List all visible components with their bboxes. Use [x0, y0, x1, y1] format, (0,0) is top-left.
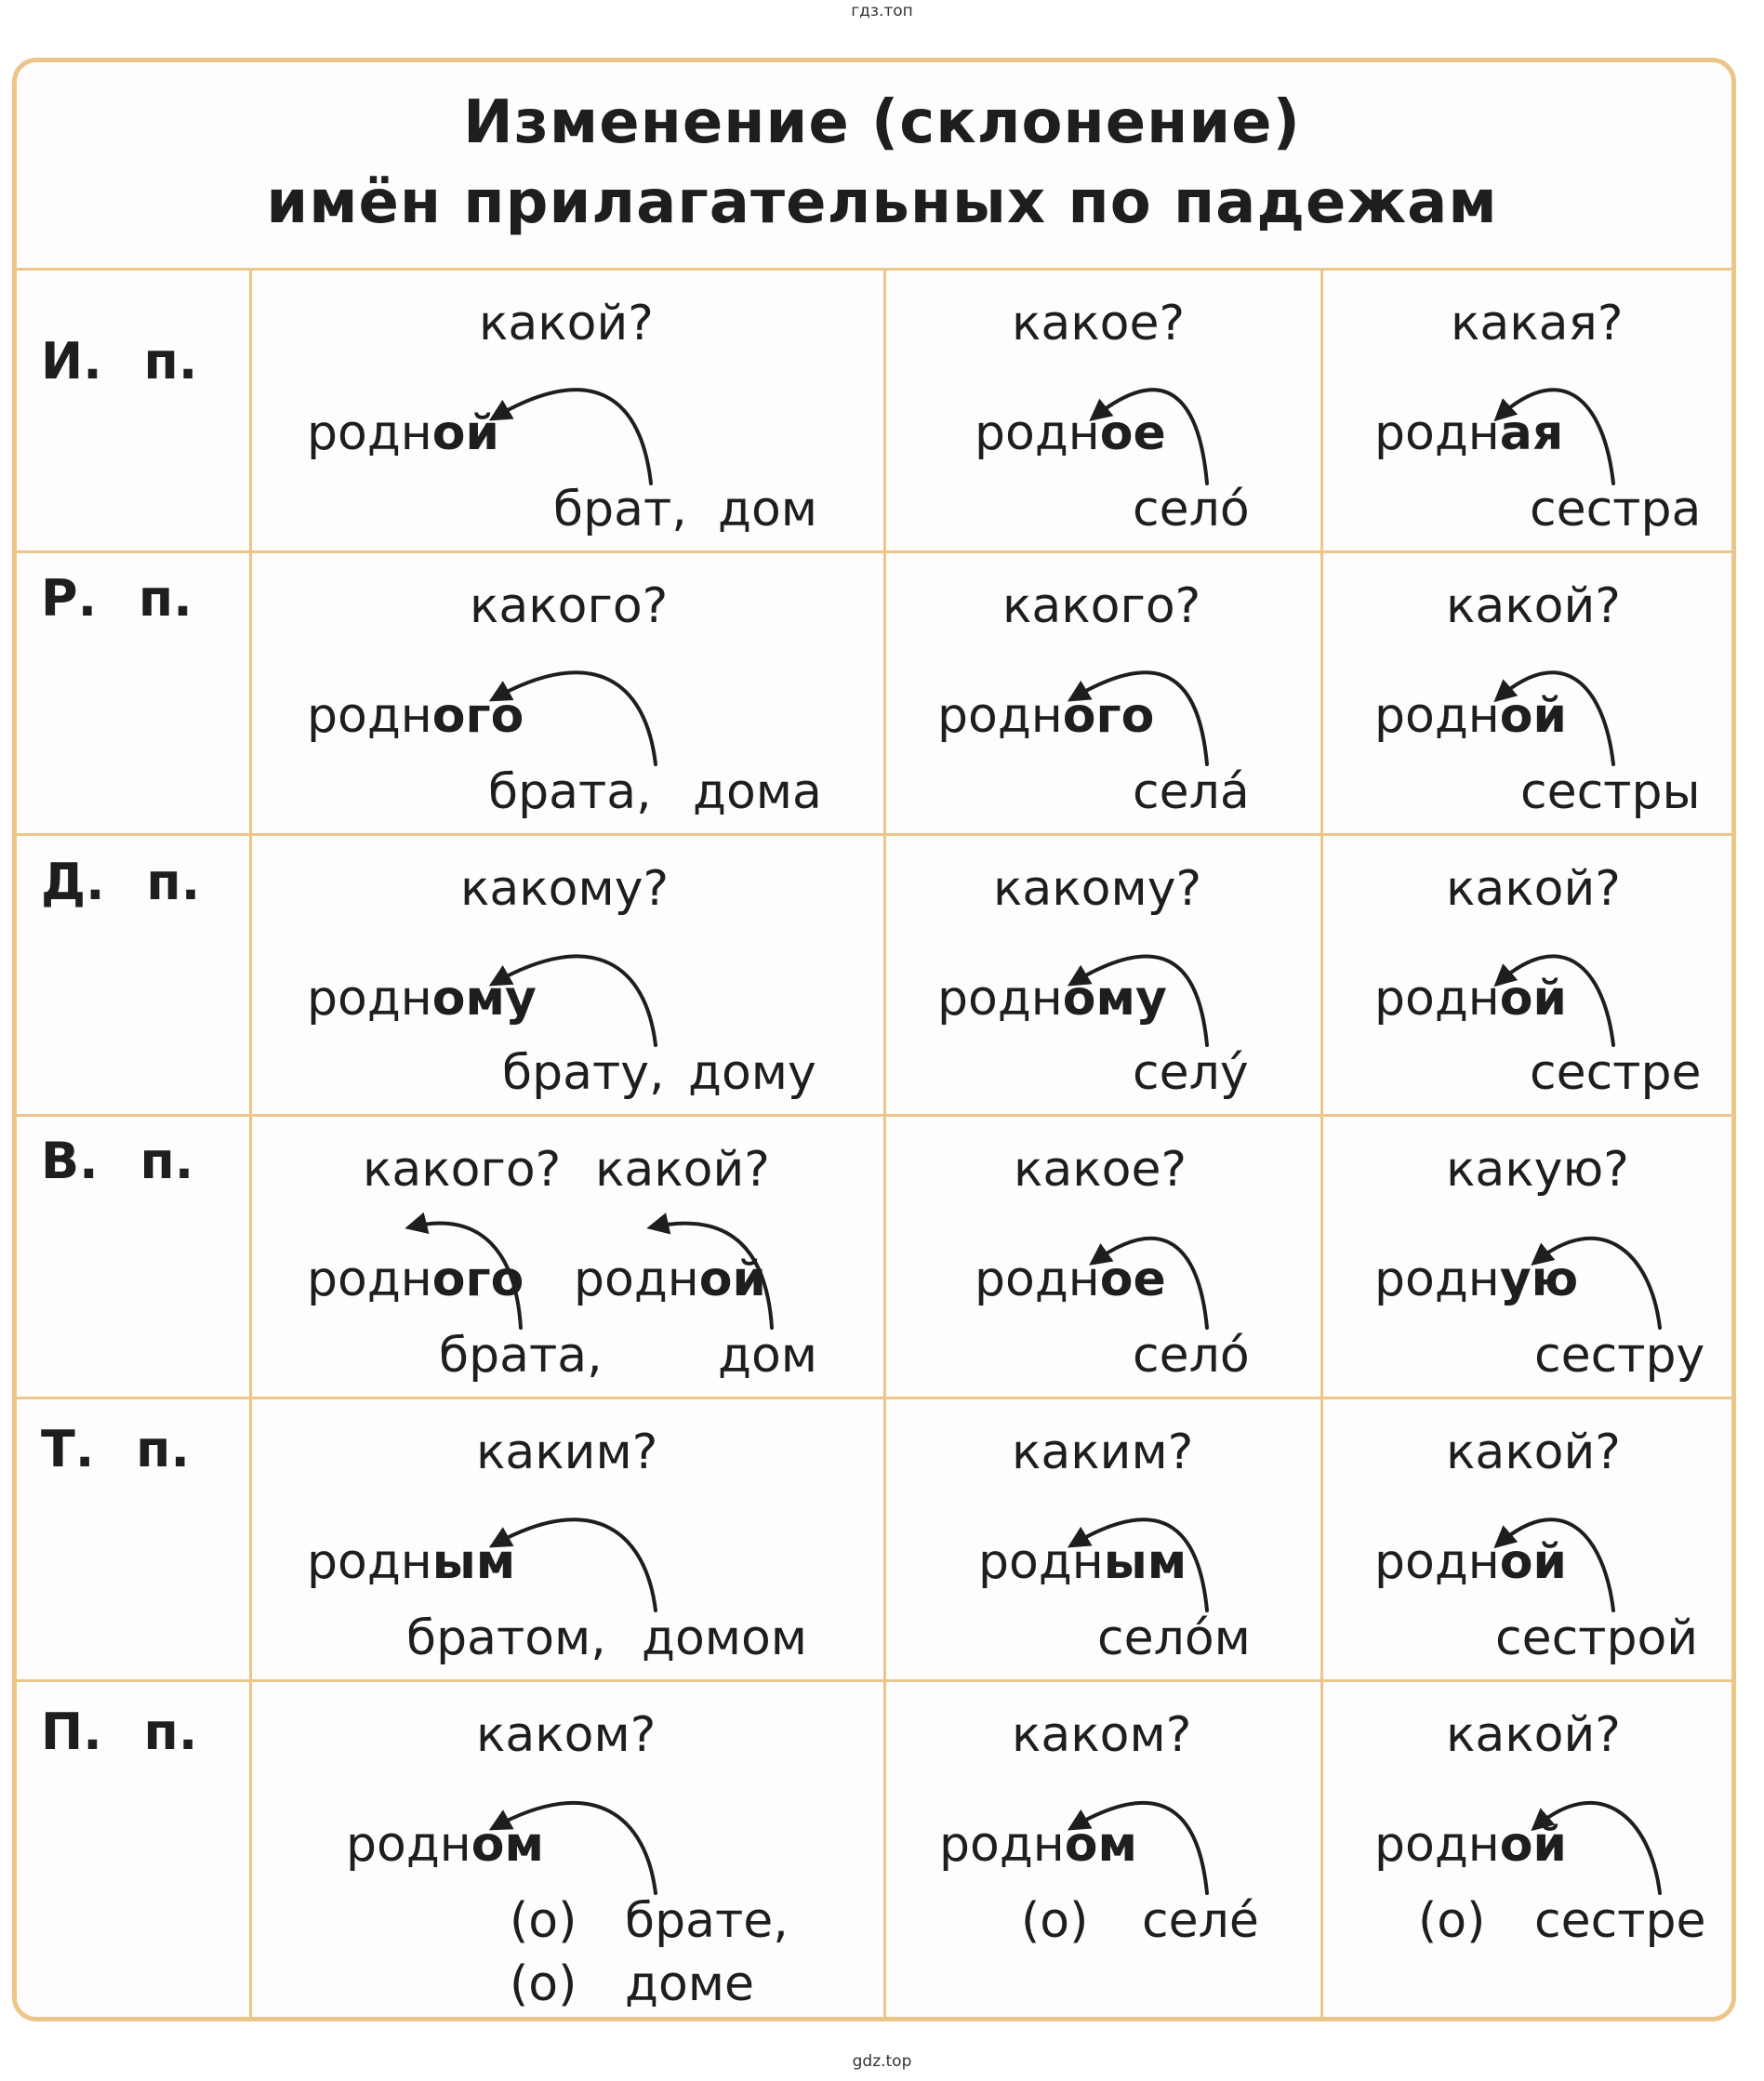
watermark-top: гдз.топ [851, 2, 913, 20]
question-masc-inanimate: какой? [595, 1142, 770, 1198]
row-divider [12, 550, 1736, 553]
question-fem: какой? [1446, 578, 1621, 634]
noun-neut: село́ [1133, 1328, 1250, 1384]
noun-masc-2: дом [718, 1328, 817, 1384]
question-neut: какое? [1012, 296, 1186, 351]
adjective-masc-animate: родного [307, 1252, 524, 1307]
question-masc: какого? [470, 578, 669, 634]
adjective-masc: родным [307, 1534, 516, 1590]
adjective-masc: родного [307, 688, 524, 744]
noun-fem: сестру [1534, 1328, 1705, 1384]
adjective-neut: родное [975, 405, 1166, 461]
adjective-masc-inanimate: родной [574, 1252, 766, 1307]
noun-masc-1: брате, [625, 1893, 789, 1949]
noun-fem: сестрой [1495, 1610, 1699, 1666]
noun-masc-2: доме [625, 1956, 754, 2012]
question-neut: каким? [1012, 1425, 1194, 1480]
noun-masc-1: брат, [553, 482, 687, 537]
question-fem: какой? [1446, 1707, 1621, 1763]
case-label-dative: Д. п. [41, 853, 201, 911]
question-neut: какому? [993, 861, 1202, 917]
case-label-accusative: В. п. [41, 1132, 194, 1190]
noun-masc-2: дома [693, 764, 822, 820]
adjective-fem: родной [1374, 688, 1567, 744]
question-masc: какому? [460, 861, 670, 917]
row-divider [12, 1114, 1736, 1117]
title-line-2: имён прилагательных по падежам [266, 168, 1498, 237]
noun-masc-1: братом, [406, 1610, 606, 1666]
preposition-masc-2: (о) [510, 1956, 577, 2012]
noun-masc-1: брата, [439, 1328, 603, 1384]
adjective-fem: родной [1374, 1534, 1567, 1590]
watermark-bottom: gdz.top [852, 2052, 912, 2071]
noun-neut: села́ [1133, 764, 1250, 820]
row-divider [12, 268, 1736, 271]
question-masc: каком? [476, 1707, 657, 1763]
column-divider [1320, 268, 1323, 2019]
question-neut: каком? [1012, 1707, 1192, 1763]
column-divider [249, 268, 252, 2019]
adjective-neut: родного [937, 688, 1155, 744]
case-label-nominative: И. п. [41, 332, 198, 391]
noun-neut: село́м [1097, 1610, 1251, 1666]
preposition-neut: (о) [1021, 1893, 1089, 1949]
case-label-genitive: Р. п. [41, 569, 192, 628]
question-fem: какую? [1446, 1142, 1629, 1198]
row-divider [12, 1679, 1736, 1682]
row-divider [12, 833, 1736, 836]
noun-neut: селе́ [1142, 1893, 1259, 1949]
adjective-neut: родному [937, 971, 1167, 1027]
noun-neut: селу́ [1133, 1045, 1249, 1101]
question-neut: какого? [1002, 578, 1201, 634]
noun-fem: сестре [1530, 1045, 1702, 1101]
question-neut: какое? [1014, 1142, 1187, 1198]
adjective-fem: родную [1374, 1252, 1579, 1307]
noun-masc-1: брата, [488, 764, 652, 820]
noun-masc-1: брату, [502, 1045, 665, 1101]
question-masc-animate: какого? [363, 1142, 562, 1198]
question-fem: какой? [1446, 861, 1621, 917]
noun-fem: сестре [1534, 1893, 1706, 1949]
row-divider [12, 1397, 1736, 1399]
adjective-masc: родному [307, 971, 537, 1027]
adjective-fem: родной [1374, 1817, 1567, 1873]
noun-masc-2: дом [718, 482, 817, 537]
adjective-fem: родная [1374, 405, 1564, 461]
adjective-fem: родной [1374, 971, 1567, 1027]
preposition-masc-1: (о) [510, 1893, 577, 1949]
question-masc: какой? [479, 296, 654, 351]
case-label-prepositional: П. п. [41, 1703, 198, 1761]
adjective-neut: родным [978, 1534, 1187, 1590]
title-line-1: Изменение (склонение) [463, 88, 1301, 157]
question-fem: какая? [1451, 296, 1624, 351]
noun-neut: село́ [1133, 482, 1250, 537]
adjective-neut: родное [975, 1252, 1166, 1307]
question-masc: каким? [476, 1425, 658, 1480]
noun-fem: сестры [1520, 764, 1701, 820]
column-divider [883, 268, 886, 2019]
noun-masc-2: домом [642, 1610, 808, 1666]
noun-fem: сестра [1530, 482, 1702, 537]
question-fem: какой? [1446, 1425, 1621, 1480]
case-label-instrumental: Т. п. [41, 1420, 190, 1478]
adjective-masc: родной [307, 405, 499, 461]
noun-masc-2: дому [688, 1045, 816, 1101]
adjective-neut: родном [939, 1817, 1138, 1873]
adjective-masc: родном [346, 1817, 545, 1873]
preposition-fem: (о) [1418, 1893, 1486, 1949]
